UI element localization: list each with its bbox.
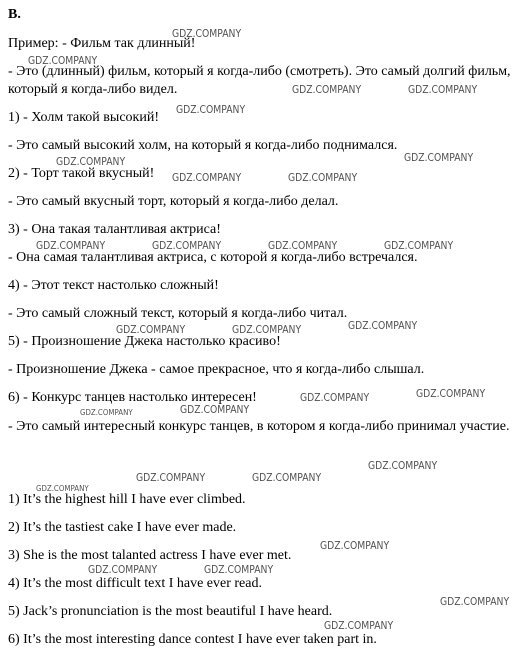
watermark: GDZ.COMPANY [252,472,322,484]
watermark: GDZ.COMPANY [28,55,98,67]
watermark: GDZ.COMPANY [180,404,250,416]
en-answer-2: 2) It’s the tastiest cake I have ever made. [8,520,237,535]
watermark: GDZ.COMPANY [368,460,438,472]
ru-question-4: 4) - Этот текст настолько сложный! [8,278,219,293]
watermark: GDZ.COMPANY [136,472,206,484]
watermark: GDZ.COMPANY [56,156,126,168]
ru-answer-3: - Она самая талантливая актриса, с которой я когда-либо встречался. [8,250,418,265]
watermark: GDZ.COMPANY [348,320,418,332]
watermark: GDZ.COMPANY [80,408,133,417]
watermark: GDZ.COMPANY [288,172,358,184]
ru-answer-4: - Это самый сложный текст, который я когда-либо читал. [8,306,348,321]
watermark: GDZ.COMPANY [36,240,106,252]
watermark: GDZ.COMPANY [440,596,510,608]
watermark: GDZ.COMPANY [36,484,89,493]
watermark: GDZ.COMPANY [324,620,394,632]
watermark: GDZ.COMPANY [268,240,338,252]
watermark: GDZ.COMPANY [416,388,486,400]
ru-answer-1: - Это самый высокий холм, на который я когда-либо поднимался. [8,138,398,153]
watermark: GDZ.COMPANY [88,564,158,576]
watermark: GDZ.COMPANY [292,84,362,96]
ru-question-3: 3) - Она такая талантливая актриса! [8,222,221,237]
section-heading: B. [8,7,21,22]
en-answer-6: 6) It’s the most interesting dance contest I have ever taken part in. [8,632,377,647]
en-answer-4: 4) It’s the most difficult text I have ever read. [8,576,262,591]
en-answer-3: 3) She is the most talanted actress I have ever met. [8,548,292,563]
watermark: GDZ.COMPANY [172,28,242,40]
ru-answer-5: - Произношение Джека - самое прекрасное, что я когда-либо слышал. [8,362,425,377]
ru-question-6: 6) - Конкурс танцев настолько интересен! [8,390,257,405]
watermark: GDZ.COMPANY [204,564,274,576]
ru-answer-2: - Это самый вкусный торт, который я когда-либо делал. [8,194,339,209]
example-label: Пример: - Фильм так длинный! [8,36,196,51]
watermark: GDZ.COMPANY [172,172,242,184]
ru-question-1: 1) - Холм такой высокий! [8,110,159,125]
en-answer-5: 5) Jack’s pronunciation is the most beautiful I have heard. [8,604,333,619]
ru-answer-6: - Это самый интересный конкурс танцев, в котором я когда-либо принимал участие. [8,419,510,434]
watermark: GDZ.COMPANY [404,152,474,164]
watermark: GDZ.COMPANY [384,240,454,252]
watermark: GDZ.COMPANY [320,540,390,552]
watermark: GDZ.COMPANY [300,392,370,404]
watermark: GDZ.COMPANY [232,324,302,336]
watermark: GDZ.COMPANY [408,84,478,96]
watermark: GDZ.COMPANY [116,324,186,336]
watermark: GDZ.COMPANY [152,240,222,252]
watermark: GDZ.COMPANY [176,104,246,116]
en-answer-1: 1) It’s the highest hill I have ever climbed. [8,492,246,507]
example-answer: - Это (длинный) фильм, который я когда-либо (смотреть). Это самый долгий фильм, который я когда-либо видел. [8,64,511,97]
ru-question-5: 5) - Произношение Джека настолько красиво! [8,334,281,349]
ru-question-2: 2) - Торт такой вкусный! [8,166,155,181]
